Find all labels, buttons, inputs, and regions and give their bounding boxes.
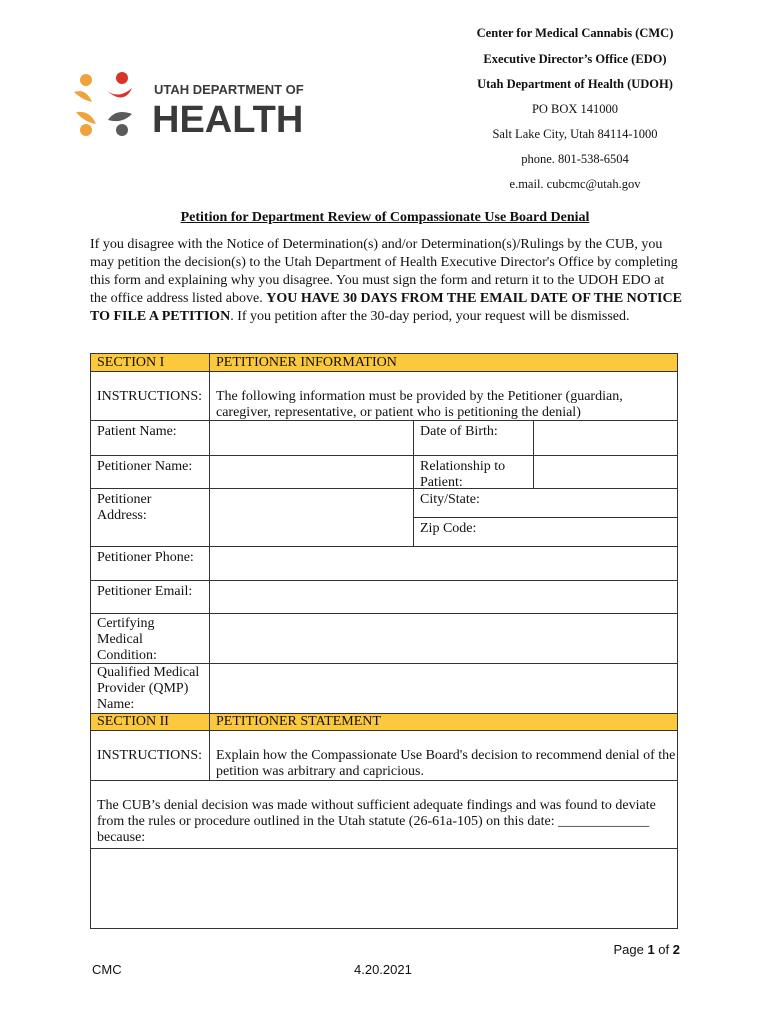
city-state-label: City/State: bbox=[420, 492, 480, 507]
intro-deadline: YOU HAVE 30 DAYS FROM THE EMAIL DATE OF THE NOTICE TO FILE A PETITION bbox=[90, 291, 682, 324]
page-current: 1 bbox=[647, 942, 655, 957]
header-pobox: PO BOX 141000 bbox=[531, 102, 619, 116]
page-total: 2 bbox=[672, 942, 680, 957]
statement-field[interactable] bbox=[91, 849, 677, 928]
petitioner-name-label: Petitioner Name: bbox=[97, 459, 193, 474]
section2-label: SECTION II bbox=[97, 714, 169, 729]
header-email: e.mail. cubcmc@utah.gov bbox=[509, 177, 641, 191]
footer-date: 4.20.2021 bbox=[354, 962, 412, 977]
header-city: Salt Lake City, Utah 84114-1000 bbox=[492, 127, 658, 141]
page-of: of bbox=[654, 942, 673, 957]
page-number bbox=[613, 942, 680, 957]
section1-heading: PETITIONER INFORMATION bbox=[216, 355, 397, 370]
patient-name-label: Patient Name: bbox=[97, 424, 177, 439]
intro-text-2: . If you petition after the 30-day period, your request will be dismissed. bbox=[230, 309, 630, 324]
page-title: Petition for Department Review of Compassionate Use Board Denial bbox=[180, 210, 590, 225]
intro-text-1: If you disagree with the Notice of Determination(s) and/or Determination(s)/Rulings by the CUB, you may petition the decision(s) to the Utah Department of Health Executive Director's Office by completing this form and explaining why you disagree. You must sign the form and return it to the UDOH EDO at the office address listed above. bbox=[90, 237, 678, 306]
dob-label: Date of Birth: bbox=[420, 424, 498, 439]
petitioner-email-label: Petitioner Email: bbox=[97, 584, 193, 599]
udoh-logo bbox=[72, 70, 312, 142]
petitioner-address-field[interactable] bbox=[211, 489, 412, 545]
header-phone: phone. 801-538-6504 bbox=[521, 152, 629, 166]
petitioner-name-field[interactable] bbox=[211, 456, 412, 487]
qmp-label: Qualified Medical Provider (QMP) Name: bbox=[97, 665, 200, 712]
section1-instructions-text: The following information must be provided by the Petitioner (guardian, caregiver, representative, or patient who is petitioning the denial) bbox=[216, 389, 623, 420]
page-prefix: Page bbox=[613, 942, 648, 957]
patient-name-field[interactable] bbox=[211, 421, 412, 454]
dob-field[interactable] bbox=[535, 421, 676, 454]
header-center: Center for Medical Cannabis (CMC) bbox=[476, 26, 674, 40]
statement-prompt: The CUB’s denial decision was made without sufficient adequate findings and was found to deviate from the rules or procedure outlined in the Utah statute (26-61a-105) on this date: _____________ because: bbox=[97, 798, 656, 845]
section1-instructions-label: INSTRUCTIONS: bbox=[97, 389, 203, 404]
relationship-label: Relationship to Patient: bbox=[420, 459, 506, 490]
logo-text-bottom: HEALTH bbox=[152, 99, 304, 141]
condition-label: Certifying Medical Condition: bbox=[97, 616, 157, 663]
qmp-field[interactable] bbox=[211, 664, 676, 712]
header-office: Executive Director’s Office (EDO) bbox=[483, 52, 667, 66]
condition-field[interactable] bbox=[211, 614, 676, 662]
logo-text-top: UTAH DEPARTMENT OF bbox=[154, 82, 304, 97]
petitioner-email-field[interactable] bbox=[211, 581, 676, 612]
relationship-field[interactable] bbox=[535, 456, 676, 487]
zip-label: Zip Code: bbox=[420, 521, 477, 536]
footer-left: CMC bbox=[92, 962, 122, 977]
petitioner-phone-field[interactable] bbox=[211, 547, 676, 579]
section1-label: SECTION I bbox=[97, 355, 165, 370]
petitioner-phone-label: Petitioner Phone: bbox=[97, 550, 194, 565]
udoh-logo-mark bbox=[72, 70, 312, 142]
section2-band bbox=[91, 713, 677, 730]
section2-heading: PETITIONER STATEMENT bbox=[216, 714, 381, 729]
section2-instructions-text: Explain how the Compassionate Use Board's decision to recommend denial of the petition was arbitrary and capricious. bbox=[216, 748, 676, 779]
header-dept: Utah Department of Health (UDOH) bbox=[477, 77, 673, 91]
intro-paragraph bbox=[90, 236, 682, 326]
section2-instructions-label: INSTRUCTIONS: bbox=[97, 748, 203, 763]
petitioner-address-label: Petitioner Address: bbox=[97, 492, 152, 523]
